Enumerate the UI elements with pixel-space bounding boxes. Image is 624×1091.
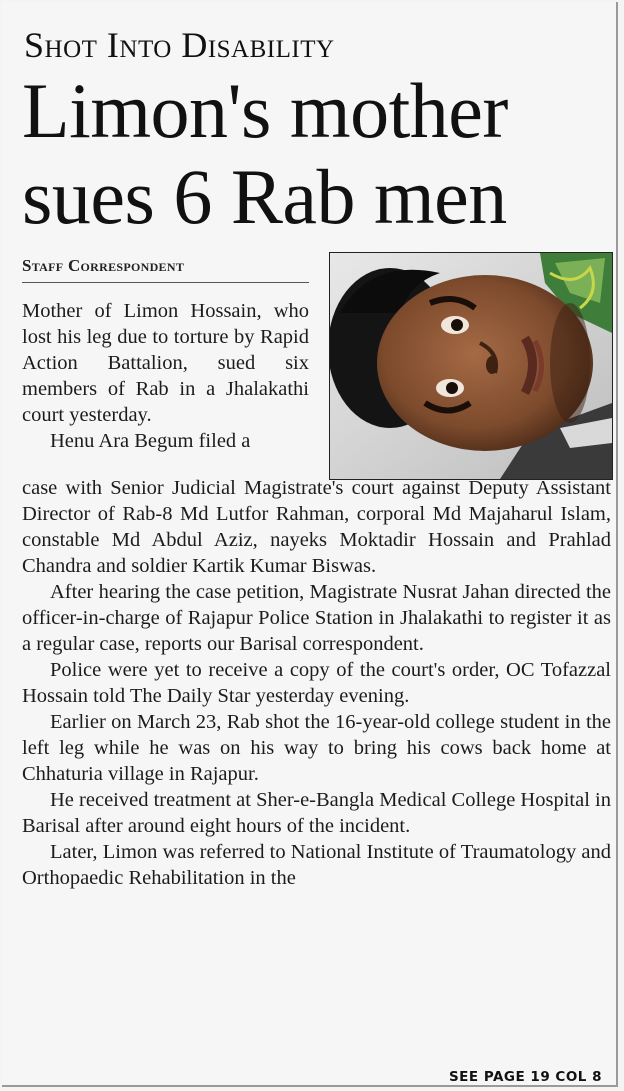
paragraph-3: After hearing the case petition, Magistrate Nusrat Jahan directed the officer-in-charge of Rajapur Police Station in Jhalakathi to register it as a regular case, reports our Barisal correspondent.: [22, 581, 611, 655]
article-photo: [329, 252, 613, 480]
paragraph-6: He received treatment at Sher-e-Bangla Medical College Hospital in Barisal after around eight hours of the incident.: [22, 789, 611, 837]
headline-line-1: Limon's mother: [22, 67, 508, 154]
paragraph-5: Earlier on March 23, Rab shot the 16-year-old college student in the left leg while he was on his way to bring his cows back home at Chhaturia village in Rajapur.: [22, 711, 611, 785]
byline: Staff Correspondent: [22, 256, 185, 275]
article-headline: [22, 68, 508, 240]
article-column-wide: [22, 475, 611, 891]
continuation-reference: SEE PAGE 19 COL 8: [448, 1069, 602, 1085]
article-kicker: Shot Into Disability: [24, 25, 335, 65]
intro-paragraph: Mother of Limon Hossain, who lost his leg due to torture by Rapid Action Battalion, sued six members of Rab in a Jhalakathi court yesterday.: [22, 300, 309, 426]
portrait-illustration: [330, 253, 612, 479]
paragraph-4: Police were yet to receive a copy of the court's order, OC Tofazzal Hossain told The Daily Star yesterday evening.: [22, 659, 611, 707]
article-column-narrow: [22, 298, 309, 454]
paragraph-2-rest: case with Senior Judicial Magistrate's court against Deputy Assistant Director of Rab-8 Md Lutfor Rahman, corporal Md Majaharul Islam, constable Md Abdul Aziz, nayeks Moktadir Hossain and Prahlad Chandra and soldier Kartik Kumar Biswas.: [22, 477, 611, 577]
paragraph-2-start: Henu Ara Begum filed a: [50, 430, 251, 452]
newspaper-clipping: [2, 2, 618, 1087]
byline-divider: [22, 282, 309, 283]
paragraph-7: Later, Limon was referred to National Institute of Traumatology and Orthopaedic Rehabilitation in the: [22, 841, 611, 889]
headline-line-2: sues 6 Rab men: [22, 153, 507, 240]
